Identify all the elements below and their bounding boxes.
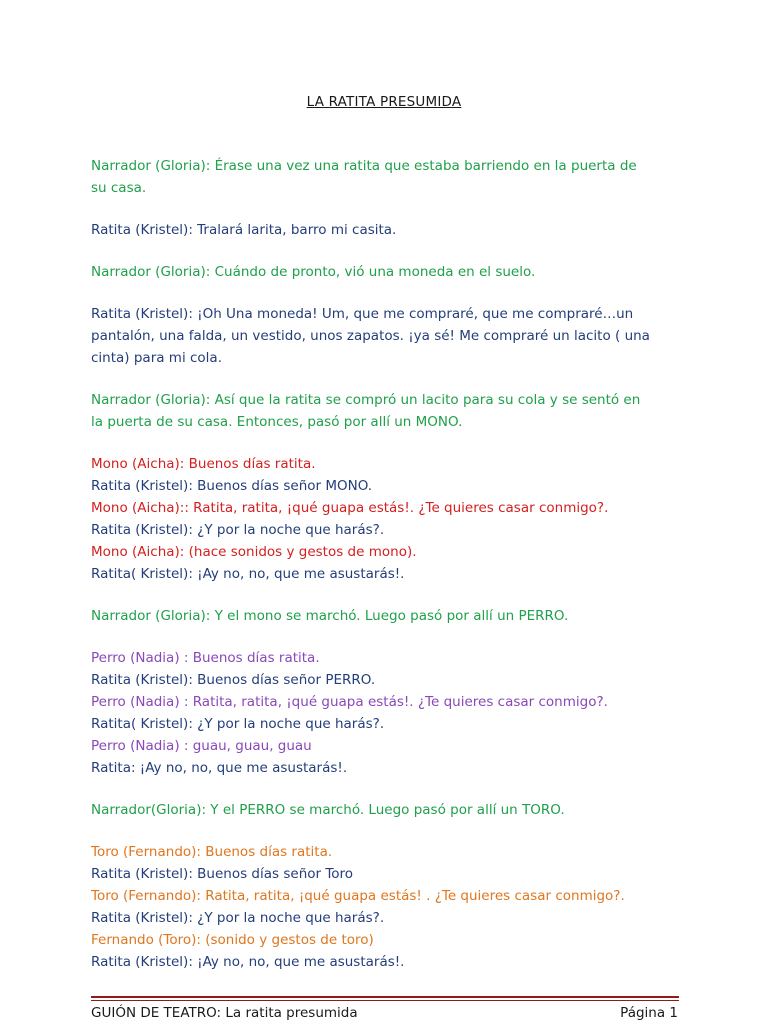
page-number: Página 1 — [620, 1005, 678, 1021]
dialogue-line: Narrador (Gloria): Érase una vez una ratita que estaba barriendo en la puerta de — [91, 158, 637, 174]
dialogue-line: Perro (Nadia) : guau, guau, guau — [91, 738, 312, 754]
dialogue-line: Mono (Aicha): (hace sonidos y gestos de mono). — [91, 544, 417, 560]
dialogue-line: Perro (Nadia) : Buenos días ratita. — [91, 650, 320, 666]
dialogue-line: Narrador (Gloria): Y el mono se marchó. Luego pasó por allí un PERRO. — [91, 608, 569, 624]
dialogue-line: la puerta de su casa. Entonces, pasó por allí un MONO. — [91, 414, 463, 430]
dialogue-line: Fernando (Toro): (sonido y gestos de toro) — [91, 932, 374, 948]
dialogue-line: Ratita (Kristel): ¿Y por la noche que harás?. — [91, 522, 385, 538]
dialogue-line: Narrador(Gloria): Y el PERRO se marchó. Luego pasó por allí un TORO. — [91, 802, 565, 818]
footer-rule — [91, 1000, 679, 1001]
dialogue-line: Ratita: ¡Ay no, no, que me asustarás!. — [91, 760, 348, 776]
dialogue-line: Narrador (Gloria): Así que la ratita se compró un lacito para su cola y se sentó en — [91, 392, 641, 408]
dialogue-line: Ratita (Kristel): Tralará larita, barro mi casita. — [91, 222, 397, 238]
dialogue-line: Ratita( Kristel): ¿Y por la noche que harás?. — [91, 716, 385, 732]
dialogue-line: Mono (Aicha):: Ratita, ratita, ¡qué guapa estás!. ¿Te quieres casar conmigo?. — [91, 500, 609, 516]
dialogue-line: Toro (Fernando): Ratita, ratita, ¡qué guapa estás! . ¿Te quieres casar conmigo?. — [91, 888, 625, 904]
footer-rule — [91, 996, 679, 998]
dialogue-line: Ratita (Kristel): Buenos días señor MONO. — [91, 478, 373, 494]
dialogue-line: cinta) para mi cola. — [91, 350, 222, 366]
dialogue-line: Ratita( Kristel): ¡Ay no, no, que me asustarás!. — [91, 566, 405, 582]
dialogue-line: pantalón, una falda, un vestido, unos zapatos. ¡ya sé! Me compraré un lacito ( una — [91, 328, 650, 344]
dialogue-line: Perro (Nadia) : Ratita, ratita, ¡qué guapa estás!. ¿Te quieres casar conmigo?. — [91, 694, 608, 710]
dialogue-line: Mono (Aicha): Buenos días ratita. — [91, 456, 316, 472]
dialogue-line: Ratita (Kristel): Buenos días señor Toro — [91, 866, 354, 882]
dialogue-line: Ratita (Kristel): Buenos días señor PERRO. — [91, 672, 376, 688]
dialogue-line: su casa. — [91, 180, 147, 196]
dialogue-line: Ratita (Kristel): ¡Ay no, no, que me asustarás!. — [91, 954, 405, 970]
script-body — [91, 155, 681, 973]
footer-title: GUIÓN DE TEATRO: La ratita presumida — [91, 1005, 358, 1021]
dialogue-line: Toro (Fernando): Buenos días ratita. — [91, 844, 333, 860]
dialogue-line: Ratita (Kristel): ¡Oh Una moneda! Um, que me compraré, que me compraré…un — [91, 306, 634, 322]
page-title: LA RATITA PRESUMIDA — [306, 94, 462, 110]
dialogue-line: Ratita (Kristel): ¿Y por la noche que harás?. — [91, 910, 385, 926]
dialogue-line: Narrador (Gloria): Cuándo de pronto, vió una moneda en el suelo. — [91, 264, 536, 280]
